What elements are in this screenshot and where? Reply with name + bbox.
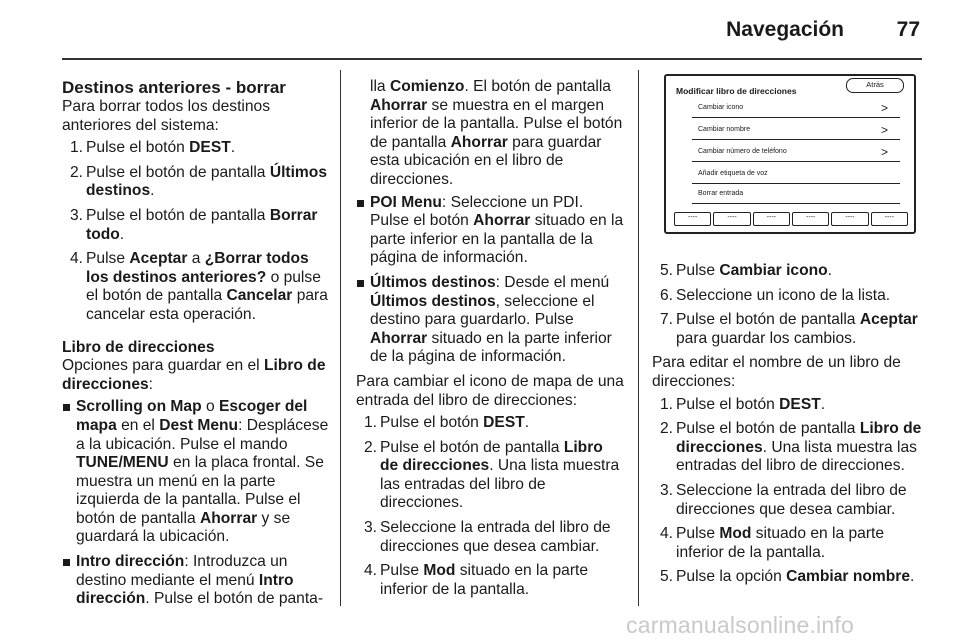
list-item: 2. Pulse el botón de pantalla Últimos destinos. — [70, 163, 327, 200]
continued-paragraph: lla Comienzo. El botón de pantalla Ahorrar se muestra en el margen inferior de la pantalla. Pulse el botón de pantalla Ahorrar para guardar esta ubicación en el libro de direcciones. — [370, 78, 623, 188]
menu-item-change-name: Cambiar nombre > — [692, 122, 900, 140]
list-item: 5. Pulse la opción Cambiar nombre. — [660, 568, 915, 586]
column-3 — [652, 72, 924, 593]
header-divider — [62, 58, 922, 60]
change-icon-intro: Para cambiar el icono de mapa de una entrada del libro de direcciones: — [356, 372, 624, 409]
bullet-square-icon — [357, 280, 364, 287]
chevron-right-icon: > — [880, 145, 888, 159]
section-intro: Para borrar todos los destinos anteriores del sistema: — [62, 98, 271, 134]
list-item: 3. Pulse el botón de pantalla Borrar todo. — [70, 206, 318, 243]
menu-item-add-voice-tag: Añadir etiqueta de voz — [692, 166, 900, 184]
list-item: 3. Seleccione la entrada del libro de direcciones que desea cambiar. — [660, 481, 907, 518]
chevron-right-icon: > — [880, 101, 888, 115]
list-item: 4. Pulse Aceptar a ¿Borrar todos los destinos anteriores? o pulse el botón de pantalla Cancelar para cancelar esta operación. — [70, 250, 328, 323]
edit-name-steps-list — [652, 396, 924, 587]
list-item: 2. Pulse el botón de pantalla Libro de direcciones. Una lista muestra las entradas del libro de direcciones. — [660, 420, 922, 475]
menu-item-change-phone: Cambiar número de teléfono > — [692, 144, 900, 162]
menu-item-change-icon: Cambiar icono > — [692, 100, 900, 118]
list-item: 7. Pulse el botón de pantalla Aceptar para guardar los cambios. — [660, 311, 918, 347]
list-item: 1. Pulse el botón DEST. — [660, 395, 826, 413]
screen-bottom-bar — [674, 212, 908, 226]
bullet-square-icon — [63, 559, 70, 566]
list-item: Intro dirección: Introduzca un destino mediante el menú Intro dirección. Pulse el botón de panta- — [62, 553, 330, 609]
change-icon-steps-continued — [652, 262, 924, 348]
watermark: carmanualsonline.info — [626, 612, 854, 638]
bullet-square-icon — [63, 404, 70, 411]
bullet-square-icon — [357, 200, 364, 207]
list-item: Últimos destinos: Desde el menú Últimos destinos, seleccione el destino para guardarlo. Pulse Ahorrar situado en la parte inferior de la página de información. — [356, 274, 624, 367]
list-item: 4. Pulse Mod situado en la parte inferior de la pantalla. — [364, 562, 589, 598]
edit-name-intro: Para editar el nombre de un libro de direcciones: — [652, 354, 901, 390]
list-item: 5. Pulse Cambiar icono. — [660, 262, 832, 279]
bar-slot: ---- — [792, 212, 829, 226]
bar-slot: ---- — [871, 212, 908, 226]
back-button: Atrás — [846, 78, 904, 93]
list-item: POI Menu: Seleccione un PDI. Pulse el botón Ahorrar situado en la parte inferior en la pantalla de la página de información. — [356, 194, 624, 268]
column-1 — [62, 78, 330, 615]
page-header — [62, 18, 922, 60]
change-icon-steps-list — [356, 414, 624, 599]
page-title: Navegación — [726, 18, 844, 41]
screen-title: Modificar libro de direcciones — [676, 86, 797, 96]
device-screen-illustration — [652, 72, 924, 242]
bar-slot: ---- — [831, 212, 868, 226]
list-item: Scrolling on Map o Escoger del mapa en el Dest Menu: Desplácese a la ubicación. Pulse el mando TUNE/MENU en la placa frontal. Se muestra un menú en la parte izquierda de la pantalla. Pulse el botón de pantalla Ahorrar y se guardará la ubicación. — [62, 398, 330, 547]
list-item: 1. Pulse el botón DEST. — [70, 139, 236, 157]
subsection-intro: Opciones para guardar en el Libro de direcciones: — [62, 357, 326, 393]
save-options-list — [62, 398, 330, 609]
bar-slot: ---- — [674, 212, 711, 226]
subsection-heading: Libro de direcciones — [62, 338, 215, 356]
bar-slot: ---- — [713, 212, 750, 226]
delete-steps-list — [62, 139, 330, 324]
menu-item-delete-entry: Borrar entrada — [692, 186, 900, 204]
list-item: 6. Seleccione un icono de la lista. — [660, 286, 891, 304]
column-divider-1 — [340, 70, 341, 606]
list-item: 3. Seleccione la entrada del libro de direcciones que desea cambiar. — [364, 519, 611, 555]
chevron-right-icon: > — [880, 123, 888, 137]
column-divider-2 — [638, 70, 639, 606]
bar-slot: ---- — [753, 212, 790, 226]
column-2 — [356, 78, 624, 605]
save-options-list-continued — [356, 194, 624, 367]
page-number: 77 — [896, 18, 920, 41]
list-item: 1. Pulse el botón DEST. — [364, 414, 530, 432]
list-item: 2. Pulse el botón de pantalla Libro de direcciones. Una lista muestra las entradas del libro de direcciones. — [364, 438, 620, 512]
list-item: 4. Pulse Mod situado en la parte inferior de la pantalla. — [660, 525, 885, 561]
section-heading: Destinos anteriores - borrar — [62, 78, 286, 97]
